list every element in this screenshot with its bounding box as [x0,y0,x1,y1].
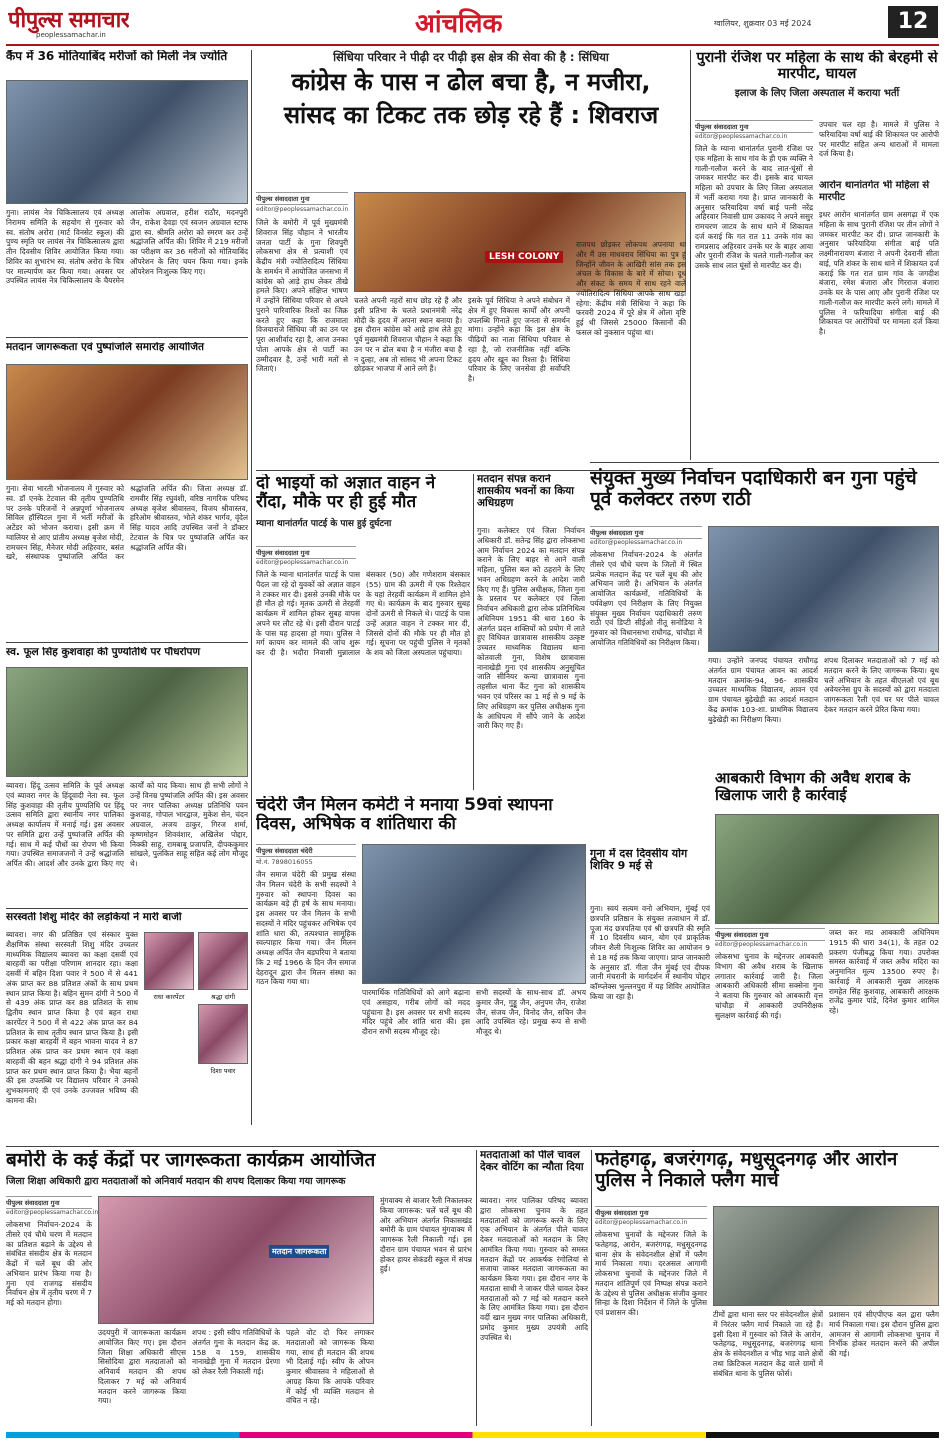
masthead [0,0,945,44]
photo-banner: मतदान जागरूकता [269,1245,329,1258]
article-phone: मो.नं. 7898016055 [256,858,313,866]
lead-title-line-2: सांसद का टिकट तक छोड़ रहे हैं : शिवराज [283,100,659,129]
article-title: स्व. फूल सिंह कुशवाहा की पुण्यतिथि पर पौधरोपण [6,647,201,658]
article-building-acquisition [477,474,585,790]
article-email: editor@peoplessamachar.co.in [695,133,788,140]
article-photo [708,526,939,652]
article-photo [713,1206,939,1306]
article-body: जिले के म्याना थानांतर्गत पाटई के पास पैदल जा रहे दो युवकों को अज्ञात वाहन ने टक्कर मार दी। इससे उनकी मौके पर ही मौत हो गई। मृतक ऊमरी से तेरहवीं कार्यक्रम में शामिल होकर सुबह वापस अपने घर लौट रहे थे। इसी दौरान पाटई के पास यह हादसा हो गया। पुलिस ने मर्ग कायम कर मामले की जांच शुरू कर दी है। भदौरा निवासी मुन्नालाल बंसकार (50) और गणेशराम बंसकार (55) ग्राम की ऊमरी में एक रिश्तेदार के यहां तेरहवीं कार्यक्रम में शामिल होने गए थे। कार्यक्रम के बाद गुरुवार सुबह दोनों ऊमरी से निकले थे। पाटई के पास उन्हें अज्ञात वाहन ने टक्कर मार दी, जिससे दोनों की मौके पर ही मौत हो गई। सूचना पर पहुंची पुलिस ने मृतकों के शव को जिला अस्पताल पहुंचाया। [256,570,470,658]
article-body: गुना। सेवा भारती भोजनालय में गुरुवार को स्व. डॉ एनके टेटवाल की तृतीय पुण्यतिथि पर उनके परिजनों ने अन्नपूर्णा भोजनालय सिविल हॉस्पिटल गुना में भर्ती मरीजों के अटेंडर को भोजन कराया। इसी क्रम में ग्वालियर से आए प्रांतीय अध्यक्ष बृजेश मोदी, रामचरन सिंह, मैनेजर मोदी अहिरवार, बसंत खरे, संस्थापक पुष्पांजलि अर्पित कर श्रद्धांजलि अर्पित की। जिला अध्यक्ष डॉ. रामवीर सिंह रघुवंशी, वरिष्ठ नागरिक परिषद अध्यक्ष बृजेश श्रीवास्तव, विजय श्रीवास्तव, हरिओम श्रीवास्तव, भोले शंकर भार्गव, वृंदेल सिंह यादव आदि उपस्थित जनों ने डॉक्टर टेटवाल के चित्र पर पुष्पांजलि अर्पित कर श्रद्धांजलि अर्पित की। [6,484,248,562]
lead-title-line-1: कांग्रेस के पास न ढोल बचा है, न मजीरा, [291,68,651,96]
section-name: आंचलिक [415,9,503,39]
article-body-col-5: मुंगवाक्य से बाजार रैली निकालकर किया जागरूक: चलें चलें बूथ की ओर अभियान अंतर्गत निकासखंड बमोरी के ग्राम पंचायत मुंगवाक्य में जागरूक रैली निकाली गई। इस दौरान ग्राम पंचायत भवन से प्रारंभ होकर हायर सेकंडरी स्कूल में संपन्न हुई। [380,1196,472,1274]
article-body-col-1: जिले के म्याना थानांतर्गत पुरानी रंजिश पर एक महिला के साथ गांव के ही एक व्यक्ति ने गाली-गलौज करने के बाद लात-घूंसों से जमकर मारपीट कर दी। इसके बाद घायल महिला को उपचार के लिए जिला अस्पताल में भर्ती कराया गया है। प्राप्त जानकारी के अनुसार फरियादिया वर्षा बाई पत्नी नरेंद्र अहिरवार निवासी ग्राम उकावद ने अपने ससुर रामचरण जाटव के साथ थाने में शिकायत दर्ज कराई कि गत रात 11 उनके गांव का रामप्रसाद अहिरवार उनके घर के बाहर आया और पुरानी रंजिश के चलते गाली-गलौज कर उसके साथ लात घूंसों से मारपीट कर दी। [695,144,813,271]
article-body: ब्यावरा। हिंदू उत्सव समिति के पूर्व अध्यक्ष एवं ब्यावरा नगर के हिंदूवादी नेता स्व. फूल सिंह कुशवाहा की तृतीय पुण्यतिथि पर हिंदू उत्सव समिति द्वारा स्थानीय नगर पालिका अध्यक्ष कार्यालय में मनाई गई। इस अवसर पर समिति द्वारा उन्हें पुष्पांजलि अर्पित की गई। साथ में कई पौधों का रोपण भी किया गया। उपस्थित समाजजनों ने उन्हें श्रद्धांजलि अर्पित की। आदर्श और उनके द्वारा किए गए कार्यों को याद किया। साथ ही सभी लोगों ने उन्हें विनम्र पुष्पांजलि अर्पित की। इस अवसर पर नगर पालिका अध्यक्ष प्रतिनिधि पवन कुशवाह, गोपाल भारद्वाज, मुकेश सेन, चंदन अग्रवाल, अजय ठाकुर, गिरज शर्मा, कृष्णमोहन शिववंशार, अखिलेश पोद्दार, निक्की साहू, रामबाबू प्रजापति, दीपककुमार सांखले, पुलकित साहू सहित कई लोग मौजूद थे। [6,781,248,869]
lead-body-col-4: राजपथ छोड़कर लोकपथ अपनाया था और मैं उस माधवराव सिंधिया का पुत्र हूं जिन्होंने जीवन के आखिरी सांस तक इस अंचल के विकास के बारे में सोचा। दूध और संकट के समय में साथ रहने वाले ज्योतिरादित्य सिंधिया आपके साथ खड़ा रहेगा: केंद्रीय मंत्री सिंधिया ने कहा कि फरवरी 2024 में पूरे क्षेत्र में ओला वृष्टि हुई थी जिससे 25000 किसानों की फसल को नुकसान पहुंचा था। [576,240,686,337]
article-byline: पीपुल्स संवाददाता गुना [590,526,702,539]
article-body-col-1: जैन समाज चंदेरी की प्रमुख संस्था जैन मिलन चंदेरी के सभी सदस्यों ने गुरुवार को स्थापना दिवस का कार्यक्रम बड़े ही हर्ष के साथ मनाया। इस अवसर पर जैन मिलन के सभी सदस्यों ने मंदिर पहुंचकर अभिषेक एवं शांति धारा की, तत्पश्चात सामूहिक स्वल्पाहार किया गया। जैन मिलन अध्यक्ष अर्पित जैन बड़घरिया ने बताया कि 2 मई 1966 के दिन जैन समाज देहरादून द्वारा जैन मिलन संस्था का गठन किया गया था। [256,870,356,987]
article-byline: पीपुल्स संवाददाता गुना [715,928,825,941]
article-photo [6,364,248,480]
article-chanderi-jain [256,796,586,1144]
student-photo-1 [144,932,194,990]
article-title: बमोरी के कई केंद्रों पर जागरूकता कार्यक्रम आयोजित [6,1150,376,1171]
article-bamori-awareness [6,1150,472,1426]
article-title: चंदेरी जैन मिलन कमेटी ने मनाया 59वां स्थापना दिवस, अभिषेक व शांतिधारा की [256,796,553,835]
article-title: मतदान जागरूकता एवं पुष्पांजलि समारोह आयोजित [6,342,205,353]
lead-email: editor@peoplessamachar.co.in [256,206,349,213]
article-email: editor@peoplessamachar.co.in [6,1209,99,1216]
page-number: 12 [888,6,938,38]
article-body: लोकसभा निर्वाचन-2024 के तीसरे एवं चौथे चरण में मतदान का प्रतिशत बढ़ाने के उद्देश्य से संबंधित संसदीय क्षेत्र के मतदान केंद्रों में चलें बूथ की ओर अभियान प्रारंभ किया गया है। गुना एवं राजगढ़ संसदीय निर्वाचन क्षेत्र में तृतीय चरण में 7 मई को मतदान होगा। [6,1220,92,1308]
article-byline: पीपुल्स संवाददाता गुना [695,120,813,133]
article-byline: पीपुल्स संवाददाता गुना [256,546,356,559]
article-title: दो भाइयों को अज्ञात वाहन ने रौंदा, मौके पर ही हुई मौत [256,474,436,513]
article-body-col-3: शपथ दिलाकर मतदाताओं को 7 मई को मतदान करने के लिए जागरूक किया। बूथ चलें अभियान के तहत बीएलओ एवं बूथ अवेयरनेस ग्रुप के सदस्यों को द्वारा मतदाता जागरूकता रैली एवं घर घर पीले चावल देकर मतदान करने प्रेरित किया गया। [824,656,939,714]
article-body-col-3: इधर आरोन थानांतर्गत ग्राम असगढ़ा में एक महिला के साथ पुरानी रंजिश पर तीन लोगों ने जमकर मारपीट कर दी। प्राप्त जानकारी के अनुसार फरियादिया संगीता बाई पति लक्ष्मीनारायण बंजारा ने अपनी देवरानी सीता बाई, पति शंकर के साथ थाने में शिकायत दर्ज कराई कि गत रात ग्राम गांव के जगदीश बंजारा, रमेश बंजारा और गिरराज बंजारा उनके घर के पास आए और पुरानी रंजिश पर गाली-गलौज कर मारपीट करने लगे। मामले में पुलिस ने फरियादिया संगीता बाई की शिकायत पर आरोपियों पर मामला दर्ज किया है। [819,210,939,337]
article-title: कैंप में 36 मोतियाबिंद मरीजों को मिली नेत्र ज्योति [6,50,228,63]
article-body-col-3: सभी सदस्यों के साथ-साथ डॉ. अभय कुमार जैन, गुड्डू जैन, अनुपम जैन, राजेश जैन, संजय जैन, विनोद जैन, सचिन जैन आदि उपस्थित रहे। प्रमुख रूप से सभी मौजूद थे। [476,988,586,1037]
article-body-col-3: प्रशासन एवं सीएपीएफ बल द्वारा फ्लैग मार्च निकाला गया। इस दौरान पुलिस द्वारा आमजन से आगामी लोकसभा चुनाव में निर्भीक होकर मतदान करने की अपील की गई। [829,1310,939,1359]
article-body: ब्यावरा। नगर की प्रतिष्ठित एवं संस्कार युक्त शैक्षणिक संस्था सरस्वती शिशु मंदिर उच्चतर माध्यमिक विद्यालय ब्यावरा का कक्षा दसवीं एवं बारहवीं का परीक्षा परिणाम शानदार रहा। कक्षा दसवीं में बहिन दिशा पवार ने 500 में से 441 अंक प्राप्त कर 88 प्रतिशत अंकों के साथ प्रथम स्थान प्राप्त किया है। बहिन सुमन दांगी ने 500 में से 439 अंक प्राप्त कर 88 प्रतिशत के साथ द्वितीय स्थान प्राप्त किया है एवं बहन राधा कारपेंटर ने 500 में से 422 अंक प्राप्त कर 84 प्रतिशत के साथ तृतीय स्थान प्राप्त किया है। इसी प्रकार कक्षा बारहवीं में बहन भावना यादव ने 87 प्रतिशत अंक प्राप्त कर प्रथम स्थान एवं कक्षा बारहवीं की बहन श्रद्धा दांगी ने 94 प्रतिशत अंक प्राप्त कर प्रथम स्थान प्राप्त किया है। भैया बहनों की इस उपलब्धि पर विद्यालय परिवार ने उनको शुभकामनाएं दी एवं उनके उज्जवल भविष्य की कामना की। [6,930,138,1106]
article-flag-march [595,1150,939,1426]
article-brothers-accident [256,474,470,790]
student-caption-3: दिशा पवार [196,1066,248,1075]
lead-photo-banner: LESH COLONY [485,251,563,263]
article-yoga-camp [590,848,710,1140]
article-title: मतदाताओं को पीले चावल देकर वोटिंग का न्यौता दिया [480,1150,584,1173]
article-body-col-4: पहले वोट दो फिर लगाकर मतदाताओं को जागरूक किया गया, साथ ही मतदान की शपथ भी दिलाई गई। स्वीप के ओपन कुमार श्रीवास्तव ने महिलाओं से आग्रह किया कि आपके परिवार में कोई भी व्यक्ति मतदान से वंचित न रहे। [286,1328,374,1406]
lead-story [256,50,686,468]
issue-date: ग्वालियर, शुक्रवार 03 मई 2024 [714,19,812,28]
article-photo [6,667,248,777]
article-body: ब्यावरा। नगर पालिका परिषद ब्यावरा द्वारा लोकसभा चुनाव के तहत मतदाताओं को जागरूक करने के लिए एक अभियान के अंतर्गत पीले चावल देकर मतदाताओं को मतदान के लिए आमंत्रित किया गया। गुरुवार को समस्त मतदान केंद्रों पर आकर्षक रंगोलियां से सजाया जाकर मतदाता जागरूकता का कार्यक्रम किया गया। इस दौरान नगर के मतदाता साथी ने जाकर पीले चावल देकर मतदाताओं को 7 मई को मतदान करने के लिए आमंत्रित किया गया। इस दौरान वर्दी खान मुख्य नगर पालिका अधिकारी, प्रमोद कुमार मुख्य उपयंत्री आदि उपस्थित थे। [480,1196,588,1342]
article-voter-awareness-tribute [6,342,248,638]
article-body-col-2: उपचार चल रहा है। मामले में पुलिस ने फरियादिया वर्षा बाई की शिकायत पर आरोपी पर मारपीट सहित अन्य धाराओं में मामला दर्ज किया है। [819,120,939,159]
lead-body-col-2: चलते अपनी नहरों साथ छोड़ रहे हैं और इसी प्रतिभा के चलते प्रधानमंत्री नरेंद्र मोदी के हृदय में अपना स्थान बनाया है। इस दौरान कांग्रेस को आड़े हाथ लेते हुए पूर्व मुख्यमंत्री शिवराज चौहान ने कहा कि उन पर न ढोल बचा है न मंजीरा बचा है न दुल्हा, अब तो सांसद भी अपना टिकट छोड़कर भाजपा में आने लगे हैं। [354,296,462,374]
article-body-col-2: जब्त कर मप्र आबकारी अधिनियम 1915 की धारा 34(1), के तहत 02 प्रकरण पंजीबद्ध किया गया। उपरोक्त समस्त कार्रवाई में जब्त अवैध मदिरा का अनुमानित मूल्य 13500 रुपए है। कार्रवाई में आबकारी मुख्य आरक्षक रामहेत सिंह कुशवाह, आबकारी आरक्षक राजेंद्र कुमार पांडे, दिनेश कुमार शामिल रहे। [829,928,939,1016]
article-school-results [6,912,248,1122]
lead-byline: पीपुल्स संवाददाता गुना [256,192,348,205]
article-body: लोकसभा चुनाव के मद्देनजर आबकारी विभाग की अवैध शराब के खिलाफ लगातार कार्रवाई जारी है। जिला आबकारी अधिकारी सीमा सक्सेना गुना ने बताया कि गुरुवार को आबकारी वृत्त चांचौड़ा में आबकारी उपनिरीक्षक सुलक्षण कार्रवाई की गई। [715,952,823,1020]
article-title: गुना में दस दिवसीय योग शिविर 9 मई से [590,848,688,873]
student-photo-2 [198,932,248,990]
article-title: संयुक्त मुख्य निर्वाचन पदाधिकारी बन गुना पहुंचे पूर्व कलेक्टर तरुण राठी [590,468,917,511]
site-url: peoplessamachar.in [36,31,106,39]
student-caption-1: राधा कारपेंटर [142,992,196,1001]
article-photo [715,814,939,924]
student-photo-3 [198,1004,248,1064]
article-photo [98,1196,374,1324]
article-title: मतदान संपन्न कराने शासकीय भवनों का किया अधिग्रहण [477,474,574,509]
article-body-col-2: पारमार्थिक गतिविधियों को आगे बढ़ाना एवं असहाय, गरीब लोगों को मदद पहुंचाना है। इस अवसर पर सभी सदस्य मंदिर पहुंचे और शांति धारा की। इस दौरान सभी सदस्य मौजूद रहे। [362,988,470,1037]
article-byline: पीपुल्स संवाददाता गुना [595,1206,707,1219]
lead-body-col-3: इसके पूर्व सिंधिया ने अपने संबोधन में क्षेत्र में हुए विकास कार्यों और अपनी उपलब्धि गिनाते हुए जनता से समर्थन मांगा। उन्होंने कहा कि इस क्षेत्र के पीढ़ियों का नाता सिंधिया परिवार से रहा है, जो राजनीतिक नहीं बल्कि हृदय और खून का रिश्ता है। सिंधिया परिवार के लिए जनसेवा ही सर्वोपरि है। [468,296,570,384]
article-body-col-2: टीमों द्वारा थाना स्तर पर संवेदनशील क्षेत्रों में निरंतर फ्लैग मार्च निकाले जा रहे हैं। इसी दिशा में गुरुवार को जिले के आरोन, फतेहगढ़, मधुसूदनगढ़, बजरंगगढ़ थाना क्षेत्र के संवेदनशील व भीड़ भाड़ वाले क्षेत्रों तथा क्रिटिकल मतदान केंद्र वाले ग्रामों में संबंधित थाना के पुलिस फोर्स। [713,1310,823,1378]
article-subhead: आरोन थानांतर्गत भी महिला से मारपीट [819,180,930,203]
article-excise-action [715,770,939,1142]
article-email: editor@peoplessamachar.co.in [715,941,808,948]
article-body: लोकसभा चुनावों के मद्देनजर जिले के फतेहगढ़, आरोन, बजरंगगढ़, मधुसूदनगढ़ थाना क्षेत्र के संवेदनशील क्षेत्रों में फ्लैग मार्च निकाला गया। दरअसल आगामी लोकसभा चुनावों के मद्देनजर जिले में मतदान शांतिपूर्ण एवं निष्पक्ष संपन्न कराने के उद्देश्य से पुलिस अधीक्षक संजीव कुमार सिन्हा के दिशा निर्देशन में जिले के पुलिस एवं प्रशासन की। [595,1230,707,1318]
article-subtitle: म्याना थानांतर्गत पाटई के पास हुई दुर्घटना [256,519,392,530]
lead-kicker: सिंधिया परिवार ने पीढ़ी दर पीढ़ी इस क्षेत्र की सेवा की है : सिंधिया [333,50,609,64]
article-subtitle: इलाज के लिए जिला अस्पताल में कराया भर्ती [734,88,900,100]
article-body: लोकसभा निर्वाचन-2024 के अंतर्गत तीसरे एवं चौथे चरण के जिलों में स्थित प्रत्येक मतदान केंद्र पर चलें बूथ की ओर अभियान जारी है। अभियान के अंतर्गत आयोजित कार्यक्रमों, गतिविधियों के पर्यवेक्षण एवं निरीक्षण के लिए नियुक्त संयुक्त मुख्य निर्वाचन पदाधिकारी तरुण राठी एवं डिप्टी सीईओ नीतू सनोडिया ने गुरुवार को विधानसभा राघौगढ़, चांचौड़ा में आयोजित गतिविधियों का निरीक्षण किया। [590,550,702,647]
article-subtitle: जिला शिक्षा अधिकारी द्वारा मतदाताओं को अनिवार्य मतदान की शपथ दिलाकर किया गया जागरूक [6,1176,346,1188]
lead-body-col-1: जिले के बमोरी में पूर्व मुख्यमंत्री शिवराज सिंह चौहान ने भारतीय जनता पार्टी के गुना शिवपुरी लोकसभा क्षेत्र से प्रत्याशी एवं केंद्रीय मंत्री ज्योतिरादित्य सिंधिया के समर्थन में आयोजित जनसभा में कांग्रेस को आड़े हाथ लेकर तीखे हमले किए। अपने संक्षिप्त भाषण में उन्होंने सिंधिया परिवार से अपने पुराने पारिवारिक रिश्तों का जिक्र करते हुए कहा कि राजमाता विजयाराजे सिंधिया जी का उन पर पूरा आशीर्वाद रहा है, आज उनका पोता आपके क्षेत्र से पार्टी का उम्मीदवार है, उन्हें भारी मतों से जिताएं। [256,218,348,374]
article-byline: पीपुल्स संवाददाता चंदेरी [256,844,356,857]
article-body: गुना। कलेक्टर एवं जिला निर्वाचन अधिकारी डॉ. सतेन्द्र सिंह द्वारा लोकसभा आम निर्वाचन 2024 का मतदान संपन्न कराने के लिए बाहर से आने वाली महिला, पुलिस बल को ठहराने के लिए भवन अधिग्रहण करने के आदेश जारी किए गए हैं। पुलिस अधीक्षक, जिला गुना के प्रस्ताव पर कलेक्टर एवं जिला निर्वाचन अधिकारी द्वारा लोक प्रतिनिधित्व अधिनियम 1951 की धारा 160 के अंतर्गत प्रदत्त शक्तियों को प्रयोग में लाते हुए विधिवत छात्रावास शासकीय उत्कृष्ट उच्चतर माध्यमिक विद्यालय थाना कोतवाली गुना, विशेष छात्रावास नानाखेड़ी गुना एवं शासकीय अनुसूचित जाति सीनियर कन्या छात्रावास गुना तहसील थाना कैंट गुना को शासकीय भवन एवं परिसर का 1 मई से 9 मई के लिए अधिग्रहण कर पुलिस अधीक्षक गुना के आधिपत्य में सौंपे जाने के आदेश जारी किए गए हैं। [477,526,585,731]
article-title: आबकारी विभाग की अवैध शराब के खिलाफ जारी है कार्रवाई [715,770,911,804]
article-body: गुना। स्वयं सत्यम वनो अभियान, मुंबई एवं छत्रपति प्रतिष्ठान के संयुक्त तत्वाधान में डॉ. पूजा मंद छत्रपतिया एवं श्री छत्रपति की स्मृति में 10 दिवसीय ध्यान, योग एवं प्राकृतिक जीवन शैली निःशुल्क शिविर का आयोजन 9 से 18 मई तक किया जाएगा। प्राप्त जानकारी के अनुसार डॉ. गीता जैन मुंबई एवं दीपक जानी मंचरानी के मार्गदर्शन में स्थानीय पोद्दार कॉम्प्लेक्स भुल्लनपुरा में यह शिविर आयोजित किया जा रहा है। [590,904,710,1001]
article-plantation [6,647,248,905]
article-title: पुरानी रंजिश पर महिला के साथ की बेरहमी से मारपीट, घायल [696,50,938,83]
article-yellow-rice [480,1150,588,1426]
article-email: editor@peoplessamachar.co.in [256,559,349,566]
article-photo [362,844,586,984]
article-byline: पीपुल्स संवाददाता गुना [6,1196,92,1209]
article-body-col-3: शपथ : इसी स्वीप गतिविधियों के अंतर्गत गुना के मतदान केंद्र क्र. 158 व 159, शासकीय नानाखेड़ी गुना में मतदान प्रेरणा को लेकर रैली निकाली गई। [192,1328,280,1377]
brand-logo: पीपुल्स समाचार [8,8,130,33]
article-woman-assault [695,50,939,460]
print-registration-bar [6,1432,939,1438]
article-body: गुना। लायंस नेत्र चिकित्सालय एवं अध्यक्ष निरामय समिति के सहयोग से गुरुवार को स्व. संतोष अरोरा (मार्ट विनसेट स्कूल) की पुण्य स्मृति पर लायंस नेत्र चिकित्सालय द्वारा तीन दिवसीय शिविर आयोजित किया गया। शिविर का शुभारंभ स्व. संतोष अरोरा के चित्र पर माल्यार्पण कर किया गया। अवसर पर उपस्थित लायंस नेत्र चिकित्सालय के चैयरमेन आलोक अग्रवाल, हरीश राठौर, मदनपुरी जैन, राकेश देवड़ा एवं स्वजन अग्रवाल स्टाफ द्वारा स्व. श्रीमति अरोरा को स्मरण कर उन्हें श्रद्धांजलि अर्पित की। शिविर में 219 मरीजों का परीक्षण कर 36 मरीजों को मोतियाबिंद ऑपरेशन के लिए चयन किया गया। इनके ऑपरेशन निःशुल्क किए गए। [6,208,248,286]
article-photo [6,80,248,204]
article-email: editor@peoplessamachar.co.in [595,1219,688,1226]
article-body-col-2: उदयपुरी में जागरूकता कार्यक्रम आयोजित किए गए। इस दौरान जिला शिक्षा अधिकारी सीएस सिसोदिया द्वारा मतदाताओं को अनिवार्य मतदान की शपथ दिलाकर 7 मई को अनिवार्य मतदान करने जागरूक किया गया। [98,1328,186,1406]
student-caption-2: श्रद्धा दांगी [196,992,248,1001]
article-title: सरस्वती शिशु मंदिर की लड़कियों ने मारी बाजी [6,912,182,923]
article-eye-camp [6,50,248,334]
article-body-col-2: गया। उन्होंने जनपद पंचायत राघौगढ़ अंतर्गत ग्राम पंचायत आवन का आदर्श मतदान क्रमांक-94, 96- शासकीय उच्चतर माध्यमिक विद्यालय, आवन एवं ग्राम पंचायत बुढ़ेखेड़ी का आदर्श मतदान केंद्र क्रमांक 103-शा. प्राथमिक विद्यालय बुढ़ेखेड़ी का निरीक्षण किया। [708,656,818,724]
article-title: फतेहगढ़, बजरंगगढ़, मधुसूदनगढ़ और आरोन पुलिस ने निकाले फ्लैग मार्च [595,1150,898,1191]
article-email: editor@peoplessamachar.co.in [590,539,683,546]
